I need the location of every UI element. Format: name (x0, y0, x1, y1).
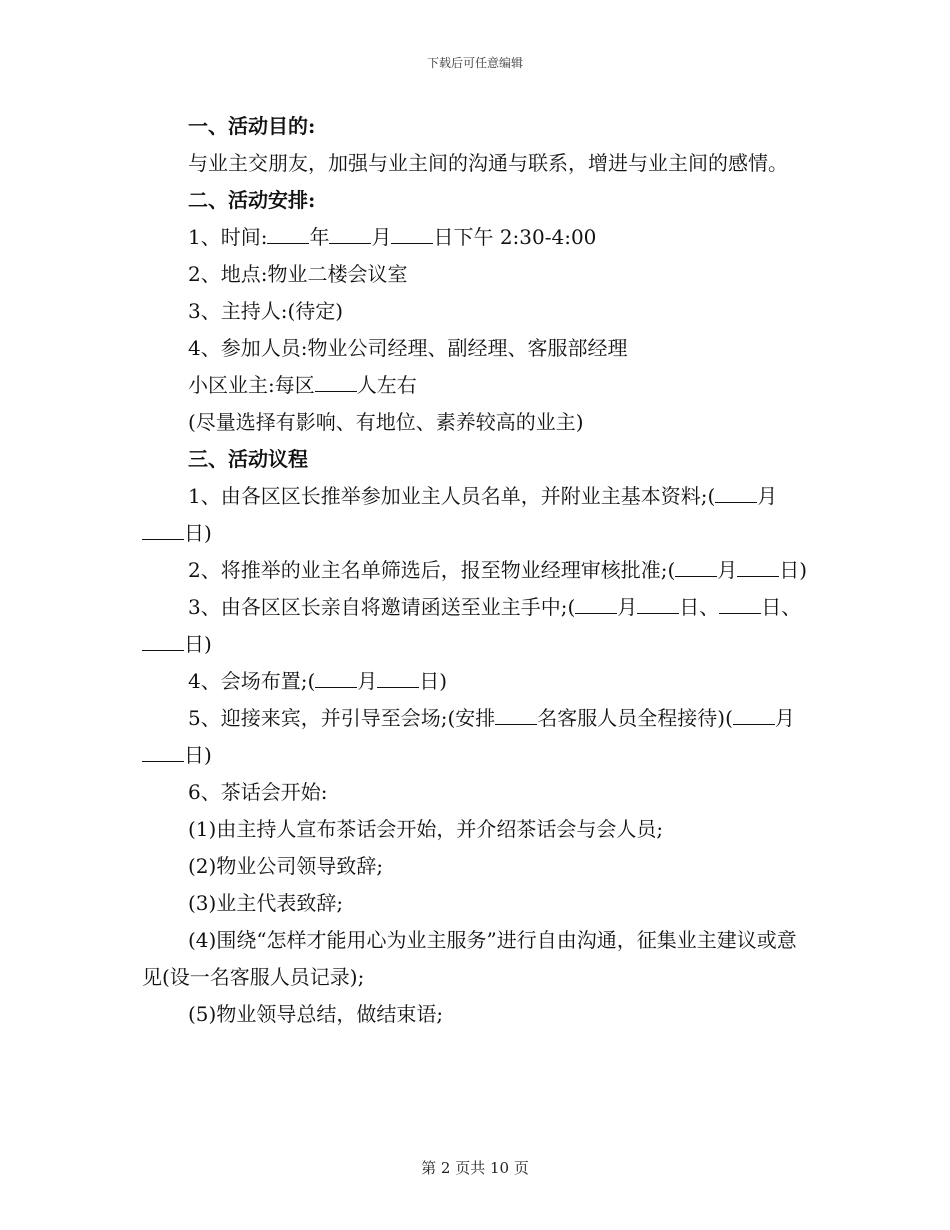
blank-field (142, 632, 184, 651)
owners-line (142, 367, 808, 404)
close-day: 日) (184, 632, 212, 656)
owners-note: (尽量选择有影响、有地位、素养较高的业主) (188, 410, 584, 434)
blank-field (315, 669, 357, 688)
time-line (142, 219, 808, 256)
agenda-item-4-text: 4、会场布置;( (188, 669, 316, 693)
blank-field (575, 595, 617, 614)
blank-field (733, 706, 775, 725)
agenda-item-1 (142, 478, 808, 552)
blank-field (315, 373, 357, 392)
attendees-line: 4、参加人员:物业公司经理、副经理、客服部经理 (188, 336, 628, 360)
blank-field (329, 225, 371, 244)
sub-item-3: (3)业主代表致辞; (188, 891, 344, 915)
blank-field (391, 225, 433, 244)
day-pm-text: 日下午 2:30-4:00 (433, 225, 597, 249)
agenda-item-5-text-b: 名客服人员全程接待)( (537, 706, 733, 730)
section-3-title: 三、活动议程 (188, 447, 308, 471)
year-word: 年 (309, 225, 330, 249)
close-day: 日) (184, 521, 212, 545)
host-line: 3、主持人:(待定) (188, 299, 344, 323)
agenda-item-6: 6、茶话会开始: (188, 780, 328, 804)
blank-field (267, 225, 309, 244)
time-label: 1、时间: (188, 225, 268, 249)
day-comma: 日、 (761, 595, 802, 619)
close-day: 日) (184, 743, 212, 767)
month-word: 月 (774, 706, 795, 730)
section-1-body: 与业主交朋友，加强与业主间的沟通与联系，增进与业主间的感情。 (188, 151, 788, 175)
owners-prefix: 小区业主:每区 (188, 373, 315, 397)
day-comma: 日、 (679, 595, 720, 619)
blank-field (737, 558, 779, 577)
page-header: 下载后可任意编辑 (426, 56, 523, 70)
agenda-item-3-text: 3、由各区区长亲自将邀请函送至业主手中;( (188, 595, 576, 619)
blank-field (637, 595, 679, 614)
agenda-item-2-text: 2、将推举的业主名单筛选后，报至物业经理审核批准;( (188, 558, 676, 582)
blank-field (142, 521, 184, 540)
blank-field (377, 669, 419, 688)
month-word: 月 (757, 484, 778, 508)
month-word: 月 (357, 669, 378, 693)
section-2-title: 二、活动安排: (188, 188, 316, 212)
blank-field (675, 558, 717, 577)
agenda-item-1-text: 1、由各区区长推举参加业主人员名单，并附业主基本资料;( (188, 484, 716, 508)
sub-item-4: (4)围绕“怎样才能用心为业主服务”进行自由沟通，征集业主建议或意见(设一名客服人员记录); (142, 928, 797, 989)
month-word: 月 (617, 595, 638, 619)
blank-field (495, 706, 537, 725)
blank-field (719, 595, 761, 614)
owners-suffix: 人左右 (356, 373, 417, 397)
close-day: 日) (779, 558, 808, 582)
agenda-item-4 (142, 663, 808, 700)
document-body (142, 108, 808, 1033)
blank-field (715, 484, 757, 503)
section-1-title: 一、活动目的: (188, 114, 316, 138)
agenda-item-2 (142, 552, 808, 589)
month-word: 月 (717, 558, 738, 582)
sub-item-1: (1)由主持人宣布茶话会开始，并介绍茶话会与会人员; (188, 817, 664, 841)
blank-field (142, 743, 184, 762)
agenda-item-3 (142, 589, 808, 663)
month-word: 月 (371, 225, 392, 249)
agenda-item-5-text: 5、迎接来宾，并引导至会场;(安排 (188, 706, 496, 730)
sub-item-2: (2)物业公司领导致辞; (188, 854, 384, 878)
sub-item-5: (5)物业领导总结，做结束语; (188, 1002, 444, 1026)
page-footer: 第 2 页共 10 页 (421, 1159, 529, 1177)
place-line: 2、地点:物业二楼会议室 (188, 262, 408, 286)
close-day: 日) (419, 669, 448, 693)
agenda-item-5 (142, 700, 808, 774)
